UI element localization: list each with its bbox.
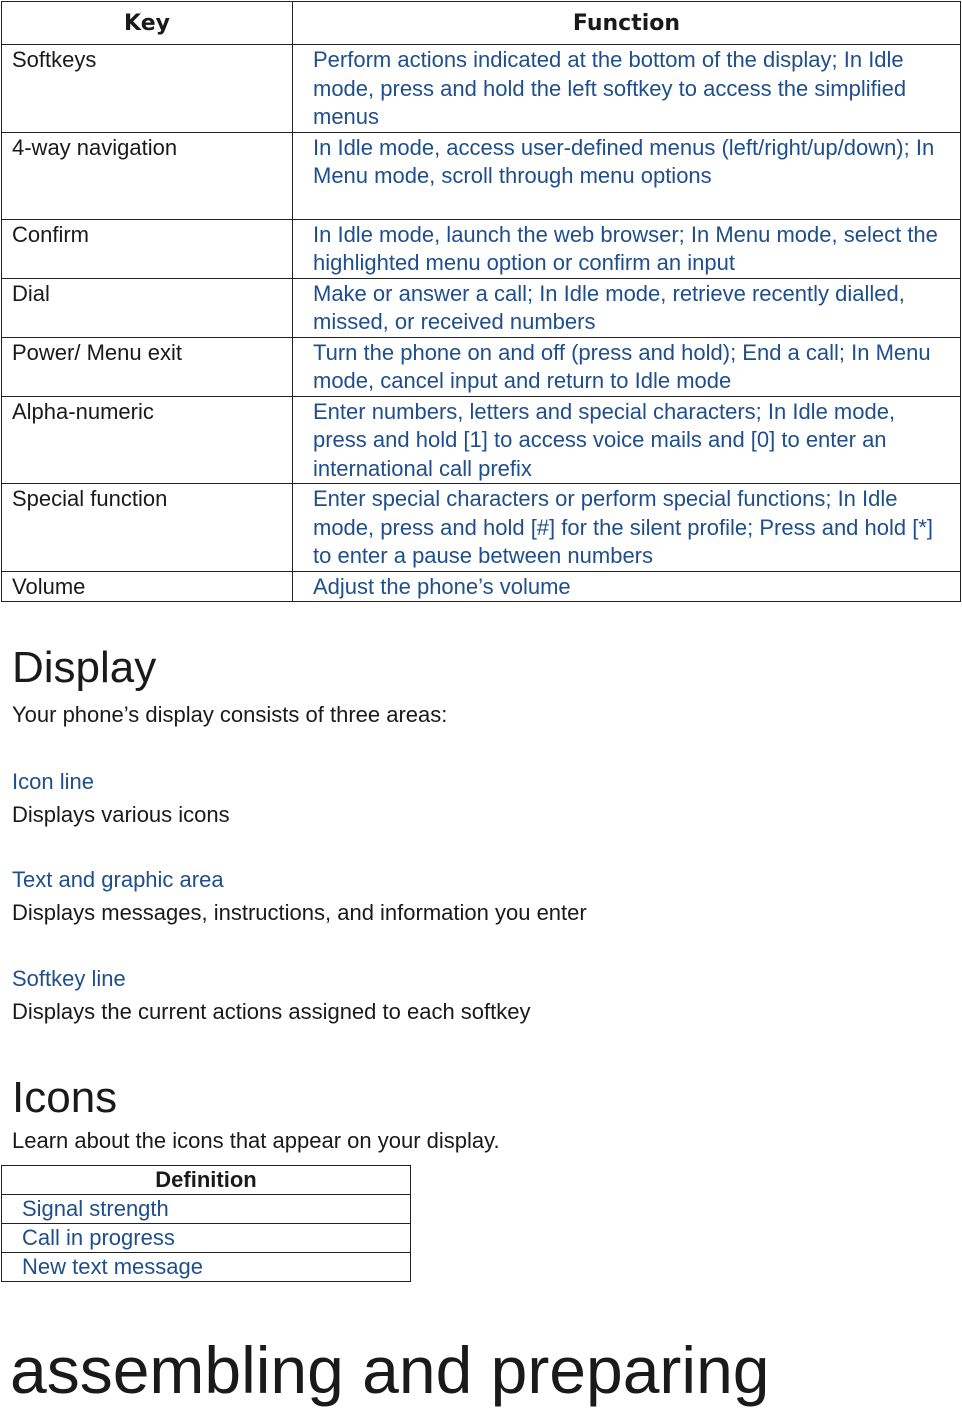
function-cell: Make or answer a call; In Idle mode, retrieve recently dialled, missed, or received numbers [293, 278, 961, 337]
table-row [2, 1224, 411, 1253]
table-row [2, 396, 961, 484]
definition-cell: New text message [2, 1253, 411, 1282]
function-cell: Enter numbers, letters and special characters; In Idle mode, press and hold [1] to access voice mails and [0] to enter an international call prefix [293, 396, 961, 484]
key-cell: Softkeys [2, 45, 293, 133]
table-header-row [2, 2, 961, 45]
table-row [2, 1195, 411, 1224]
key-function-table [1, 1, 961, 602]
key-cell: Power/ Menu exit [2, 337, 293, 396]
function-cell: Adjust the phone’s volume [293, 571, 961, 602]
table-row [2, 219, 961, 278]
key-cell: Confirm [2, 219, 293, 278]
table-row [2, 1253, 411, 1282]
display-intro: Your phone’s display consists of three areas: [12, 702, 448, 727]
definition-cell: Call in progress [2, 1224, 411, 1253]
table-row [2, 278, 961, 337]
function-cell: Enter special characters or perform special functions; In Idle mode, press and hold [#] for the silent profile; Press and hold [*] to enter a pause between numbers [293, 484, 961, 572]
icons-section-title: Icons [12, 1073, 118, 1122]
key-cell: Special function [2, 484, 293, 572]
display-section-title: Display [12, 643, 157, 692]
display-area-name: Softkey line [12, 966, 126, 991]
display-area-description: Displays various icons [12, 802, 230, 827]
display-area-name: Text and graphic area [12, 867, 224, 892]
table-row [2, 571, 961, 602]
definition-column-header: Definition [2, 1166, 411, 1195]
function-cell: Perform actions indicated at the bottom of the display; In Idle mode, press and hold the left softkey to access the simplified menus [293, 45, 961, 133]
table-row [2, 132, 961, 219]
icon-definition-table [1, 1165, 411, 1282]
key-cell: Volume [2, 571, 293, 602]
table-header-row [2, 1166, 411, 1195]
function-cell: Turn the phone on and off (press and hold); End a call; In Menu mode, cancel input and return to Idle mode [293, 337, 961, 396]
definition-cell: Signal strength [2, 1195, 411, 1224]
chapter-heading: assembling and preparing [10, 1333, 770, 1407]
key-column-header: Key [2, 2, 293, 45]
table-row [2, 45, 961, 133]
key-cell: Alpha-numeric [2, 396, 293, 484]
function-column-header: Function [293, 2, 961, 45]
function-cell: In Idle mode, access user-defined menus (left/right/up/down); In Menu mode, scroll through menu options [293, 132, 961, 219]
table-row [2, 484, 961, 572]
function-cell: In Idle mode, launch the web browser; In Menu mode, select the highlighted menu option or confirm an input [293, 219, 961, 278]
display-area-description: Displays the current actions assigned to each softkey [12, 999, 531, 1024]
table-row [2, 337, 961, 396]
key-cell: 4-way navigation [2, 132, 293, 219]
icons-intro: Learn about the icons that appear on your display. [12, 1128, 500, 1153]
key-cell: Dial [2, 278, 293, 337]
display-area-name: Icon line [12, 769, 94, 794]
display-area-description: Displays messages, instructions, and information you enter [12, 900, 587, 925]
